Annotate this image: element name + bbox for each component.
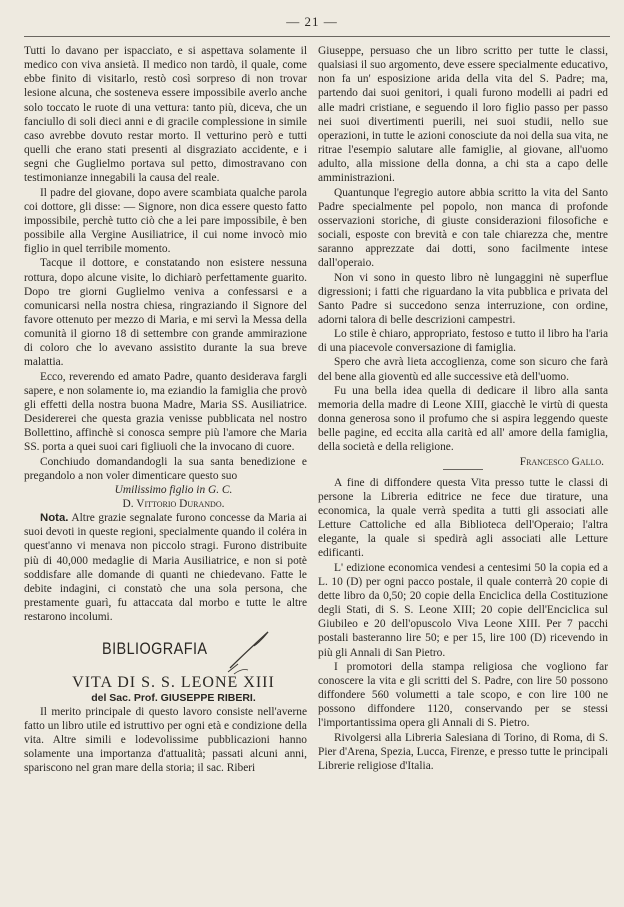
paragraph: Non vi sono in questo libro nè lungaggini nè superflue digressioni; i fatti che riguardano la vita pubblica e privata del Santo Padre si succedono senza interruzione, con ordine, adorni talora di belle descrizioni campestri. [318, 271, 608, 326]
nota-label: Nota. [40, 512, 69, 525]
paragraph: Il merito principale di questo lavoro consiste nell'averne fatto un libro utile ed istruttivo per ogni età e condizione della vita. Altre simili e lodevolissime pubblicazioni hanno solamente una importanza d'attualità; passati alcuni anni, spariscono nel gran mare della storia; il sac. Riberi [24, 705, 307, 775]
paragraph: Quantunque l'egregio autore abbia scritto la vita del Santo Padre specialmente pel popolo, non manca di profonde osservazioni storiche, di giuste considerazioni filosofiche e sociali, esposte con brevità e con tale chiarezza che, mentre saranno apprezzate dai dotti, sono facilmente intese dall'operaio. [318, 186, 608, 270]
paragraph: I promotori della stampa religiosa che vogliono far conoscere la vita e gli scritti del S. Padre, con lire 50 possono diffondere 560 volumetti a tale scopo, e con lire 100 ne possono diffondere 1120, conservando per se stessi l'importantissima opera gli Annali di S. Pietro. [318, 660, 608, 730]
letter-closing: Umilissimo figlio in G. C. [114, 483, 233, 496]
paragraph: Rivolgersi alla Libreria Salesiana di Torino, di Roma, di S. Pier d'Arena, Spezia, Lucca, Firenze, e presso tutte le principali Librerie religiose d'Italia. [318, 731, 608, 772]
book-author: del Sac. Prof. GIUSEPPE RIBERI. [91, 691, 256, 704]
quill-ornament-icon [224, 630, 274, 676]
book-title: VITA DI S. S. LEONE XIII [72, 674, 275, 692]
paragraph: L' edizione economica vendesi a centesimi 50 la copia ed a L. 10 (D) per ogni pacco postale, il quale conterrà 20 copie di dette libro da 0,50; 20 copie della Enciclica della Costituzione degli Stati, di S. S. Leone XIII; 20 copie dell'Enciclica sul Giubileo e 20 dell'opuscolo Viva Leone XIII. Per 7 pacchi postali basteranno lire 50; e per 15, lire 100 (D) ricevendo in più gli Annali di San Pietro. [318, 561, 608, 659]
section-title: BIBLIOGRAFIA [102, 639, 208, 659]
paragraph: Tutti lo davano per ispacciato, e si aspettava solamente il medico con viva ansietà. Il medico non tardò, il quale, come ebbe finito di visitarlo, restò così sorpreso di non trovar lesione alcuna, che sosteneva essere impossibile averlo anche solo toccato le ruote di una vettura: tanto più, diceva, che un fanciullo di soli dieci anni e di gracile complessione in simile caso avrebbe dovuto restar morto. Il vetturino però e tutti quelli che erano stati presenti al disgraziato accidente, e i segni che Guglielmo portava sul petto, dimostravano con testimonianze innegabili la causa del reale. [24, 45, 307, 185]
paragraph: Ecco, reverendo ed amato Padre, quanto desiderava fargli sapere, e non solamente io, ma eziandio la famiglia che provò gli effetti della nostra buona Madre, Maria SS. Ausiliatrice. Desidererei che questa grazia venisse pubblicata nel nostro Bollettino, affinchè si conosca sempre più l'amore che Maria SS. porta a quei suoi cari figliuoli che la invocano di cuore. [24, 370, 307, 454]
paragraph: Conchiudo domandandogli la sua santa benedizione e pregandolo a non voler dimenticare questo suo [24, 455, 307, 482]
nota-paragraph [24, 511, 307, 624]
review-signature: Francesco Gallo. [519, 455, 604, 468]
section-divider [443, 469, 483, 470]
header-rule [24, 36, 610, 37]
left-column [24, 44, 307, 776]
paragraph: Il padre del giovane, dopo avere scambiata qualche parola coi dottore, gli disse: — Signore, non dica essere questo fatto impossibile, perchè tutto ciò che a lei pare impossibile, è ben possibile alla Vergine Ausiliatrice, il cui nome invocò mio figlio in quel terribile momento. [24, 186, 307, 256]
nota-text: Altre grazie segnalate furono concesse da Maria ai suoi devoti in queste regioni, specialmente quando il coléra in quest'anno vi menava non piccolo stragi. Furono distribuite più di 40,000 medaglie di Maria Ausiliatrice, e non si potè soddisfare alle domande di quanti ne chiedevano. Fatte le debite indagini, ci constatò che una sola persona, che prestamente guarì, fu attaccata dal morbo e tutte le altre restarono incolumi. [24, 512, 307, 624]
right-column [318, 44, 608, 773]
paragraph: A fine di diffondere questa Vita presso tutte le classi di persone la Libreria editrice ne fece due tirature, una economica, la quale verrà spedita a tutti gli associati alle Letture Cattoliche ed alla Biblioteca dell'Operaio; l'altra elegante, la quale si spedirà agli associati alle Letture edificanti. [318, 476, 608, 560]
paragraph: Fu una bella idea quella di dedicare il libro alla santa memoria della madre di Leone XIII, giacchè le virtù di questa donna generosa sono il profumo che si aspira leggendo queste belle pagine, ed eccita alla carità ed all' amore della famiglia, della società e della religione. [318, 384, 608, 454]
letter-signature: D. Vittorio Durando. [122, 498, 225, 510]
paragraph: Lo stile è chiaro, appropriato, festoso e tutto il libro ha l'aria di una piacevole conversazione di famiglia. [318, 328, 608, 355]
bibliografia-header [24, 632, 307, 676]
paragraph: Giuseppe, persuaso che un libro scritto per tutte le classi, qualsiasi il suo argomento, deve essere specialmente educativo, non fa un' esposizione arida della vita del S. Padre; ma, partendo dai suoi genitori, i quali furono modelli ai padri ed alle madri cristiane, e seguendo il loro figlio passo per passo nei suoi divertimenti puerili, nei suoi studii, nello sue operazioni, in tutte le azioni conosciute da noi della sua vita, ne ritrae l'esempio salutare alle famiglie, al giovane, all'uomo adulto, alla missione della donna, a chi sta a capo delle amministrazioni. [318, 45, 608, 185]
paragraph: Spero che avrà lieta accoglienza, come son sicuro che farà del bene alla gioventù ed alle successive età dell'uomo. [318, 356, 608, 383]
paragraph: Tacque il dottore, e constatando non esistere nessuna rottura, dopo alcune visite, lo dichiarò perfettamente guarito. Dopo tre giorni Guglielmo veniva a confessarsi e a comunicarsi nella nostra chiesa, ringraziando il Signore del favore ottenuto per mezzo di Maria, e mi servì la Messa della comunità il giorno 18 di settembre con grande ammirazione di coloro che lo avevano assistito durante la sua breve malattia. [24, 257, 307, 369]
page-number: — 21 — [286, 14, 338, 29]
